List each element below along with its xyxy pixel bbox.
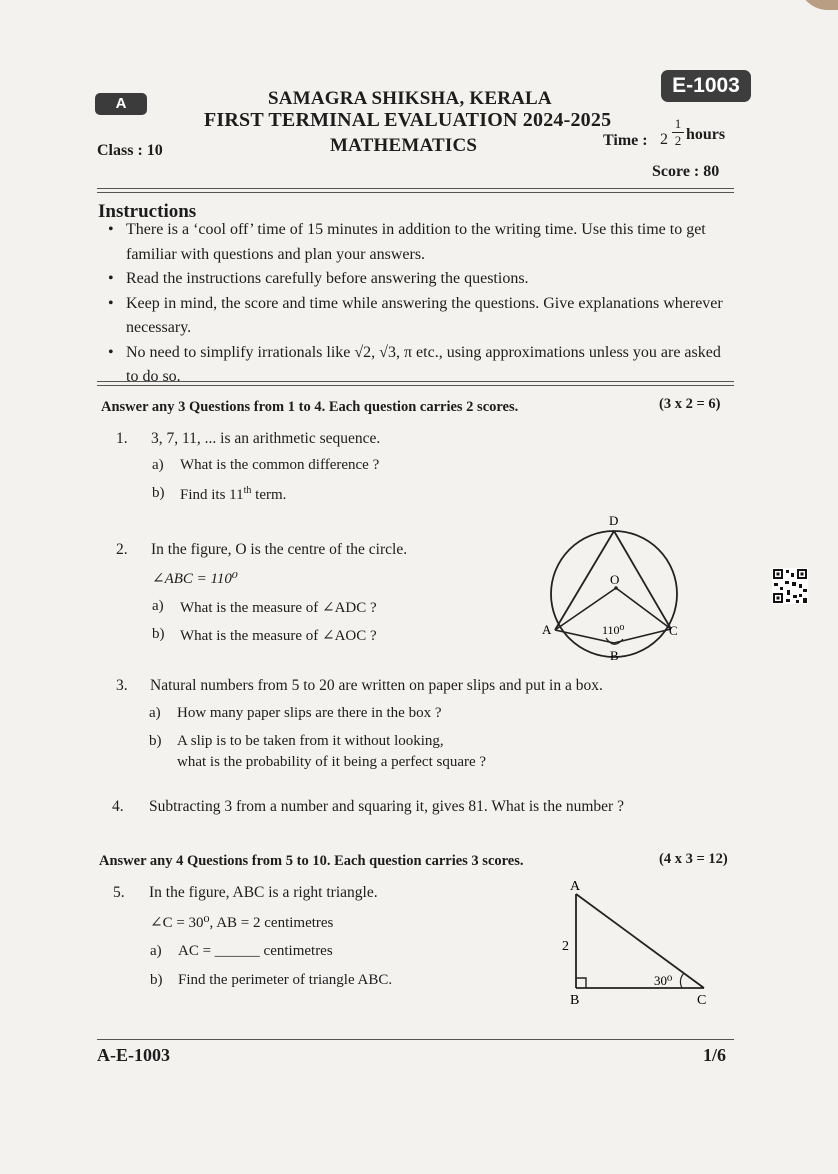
- question-5-given: ∠C = 30⁰, AB = 2 centimetres: [150, 915, 334, 931]
- instructions-rule: [97, 381, 734, 382]
- exam-code-badge: E-1003: [661, 70, 751, 102]
- label-a: A: [542, 622, 552, 637]
- section-2-marks: (4 x 3 = 12): [659, 851, 728, 867]
- question-1b-sup: th: [243, 485, 252, 496]
- instruction-item: • There is a ‘cool off’ time of 15 minutes in addition to the writing time. Use this time to get familiar with questions and plan your answers.: [106, 218, 736, 267]
- section-1-heading: Answer any 3 Questions from 1 to 4. Each question carries 2 scores.: [101, 399, 519, 415]
- score-label: Score : 80: [652, 163, 720, 180]
- time-whole: 2: [660, 131, 668, 148]
- question-1b-text: [180, 485, 286, 504]
- time-numerator: 1: [674, 116, 682, 131]
- chord-da: [555, 531, 614, 630]
- label-o: O: [610, 572, 620, 587]
- question-3b-text-1: A slip is to be taken from it without looking,: [177, 733, 444, 749]
- label-d: D: [609, 513, 619, 528]
- label-c: C: [669, 623, 678, 638]
- question-4-text: Subtracting 3 from a number and squaring it, gives 81. What is the number ?: [149, 798, 624, 815]
- instructions-list: [106, 218, 736, 390]
- question-5a-text: AC = ______ centimetres: [178, 943, 333, 959]
- question-5b-text: Find the perimeter of triangle ABC.: [178, 972, 393, 988]
- class-label: Class : 10: [97, 142, 163, 159]
- question-2-given: ∠ABC = 110⁰: [152, 571, 238, 587]
- question-2b-text: What is the measure of ∠AOC ?: [180, 628, 377, 644]
- subject-title: MATHEMATICS: [330, 135, 478, 156]
- time-label: Time :: [603, 132, 648, 149]
- question-1b-pre: Find its 11: [180, 487, 244, 503]
- footer-code: A-E-1003: [97, 1045, 170, 1065]
- triangle-figure: [556, 876, 716, 1011]
- question-3b-text-2: what is the probability of it being a perfect square ?: [177, 754, 487, 770]
- right-angle-mark: [576, 978, 586, 988]
- option-label: b): [152, 626, 165, 642]
- instructions-title: Instructions: [98, 201, 197, 222]
- circle-figure: [542, 510, 688, 665]
- set-badge: A: [95, 93, 147, 115]
- option-label: b): [149, 733, 162, 749]
- instruction-item: • No need to simplify irrationals like √2, √3, π etc., using approximations unless you are asked to do so.: [106, 341, 736, 390]
- label-c: C: [697, 993, 707, 1008]
- question-number: 4.: [112, 798, 124, 815]
- question-number: 1.: [116, 430, 128, 447]
- chord-dc: [614, 531, 671, 629]
- label-b: B: [610, 648, 619, 663]
- question-1-text: 3, 7, 11, ... is an arithmetic sequence.: [151, 430, 381, 447]
- question-5-text: In the figure, ABC is a right triangle.: [149, 884, 378, 901]
- angle-label: 30⁰: [654, 973, 673, 988]
- exam-title: FIRST TERMINAL EVALUATION 2024-2025: [204, 109, 612, 131]
- option-label: a): [152, 598, 164, 614]
- time-denominator: 2: [674, 133, 682, 148]
- paper-edge: [798, 0, 838, 10]
- option-label: b): [150, 972, 163, 988]
- angle-arc-c: [680, 973, 684, 988]
- question-2a-text: What is the measure of ∠ADC ?: [180, 600, 377, 616]
- time-unit: hours: [686, 126, 726, 143]
- instructions-rule-double: [97, 385, 734, 386]
- org-title: SAMAGRA SHIKSHA, KERALA: [268, 88, 552, 109]
- page-number: 1/6: [703, 1045, 727, 1065]
- label-b: B: [570, 993, 580, 1008]
- side-ac: [576, 894, 704, 988]
- question-3-text: Natural numbers from 5 to 20 are written on paper slips and put in a box.: [150, 677, 603, 694]
- qr-code-icon: [772, 568, 808, 604]
- instruction-item: • Keep in mind, the score and time while answering the questions. Give explanations wherever necessary.: [106, 292, 736, 341]
- instruction-item: • Read the instructions carefully before answering the questions.: [106, 267, 736, 292]
- question-2-text: In the figure, O is the centre of the circle.: [151, 541, 408, 558]
- question-3a-text: How many paper slips are there in the box ?: [177, 705, 442, 721]
- question-number: 2.: [116, 541, 128, 558]
- header-rule-double: [97, 192, 734, 193]
- header-rule: [97, 188, 734, 189]
- option-label: a): [150, 943, 162, 959]
- question-number: 3.: [116, 677, 128, 694]
- time-fraction: [672, 117, 684, 148]
- question-1a-text: What is the common difference ?: [180, 457, 380, 473]
- angle-label: 110⁰: [602, 623, 625, 637]
- side-length-label: 2: [562, 939, 569, 954]
- label-a: A: [570, 879, 581, 894]
- question-number: 5.: [113, 884, 125, 901]
- section-2-heading: Answer any 4 Questions from 5 to 10. Each question carries 3 scores.: [99, 853, 524, 869]
- footer-rule: [97, 1039, 734, 1040]
- section-1-marks: (3 x 2 = 6): [659, 396, 721, 412]
- option-label: a): [149, 705, 161, 721]
- option-label: a): [152, 457, 164, 473]
- question-1b-post: term.: [251, 487, 287, 503]
- circle-outline: [551, 531, 677, 657]
- option-label: b): [152, 485, 165, 501]
